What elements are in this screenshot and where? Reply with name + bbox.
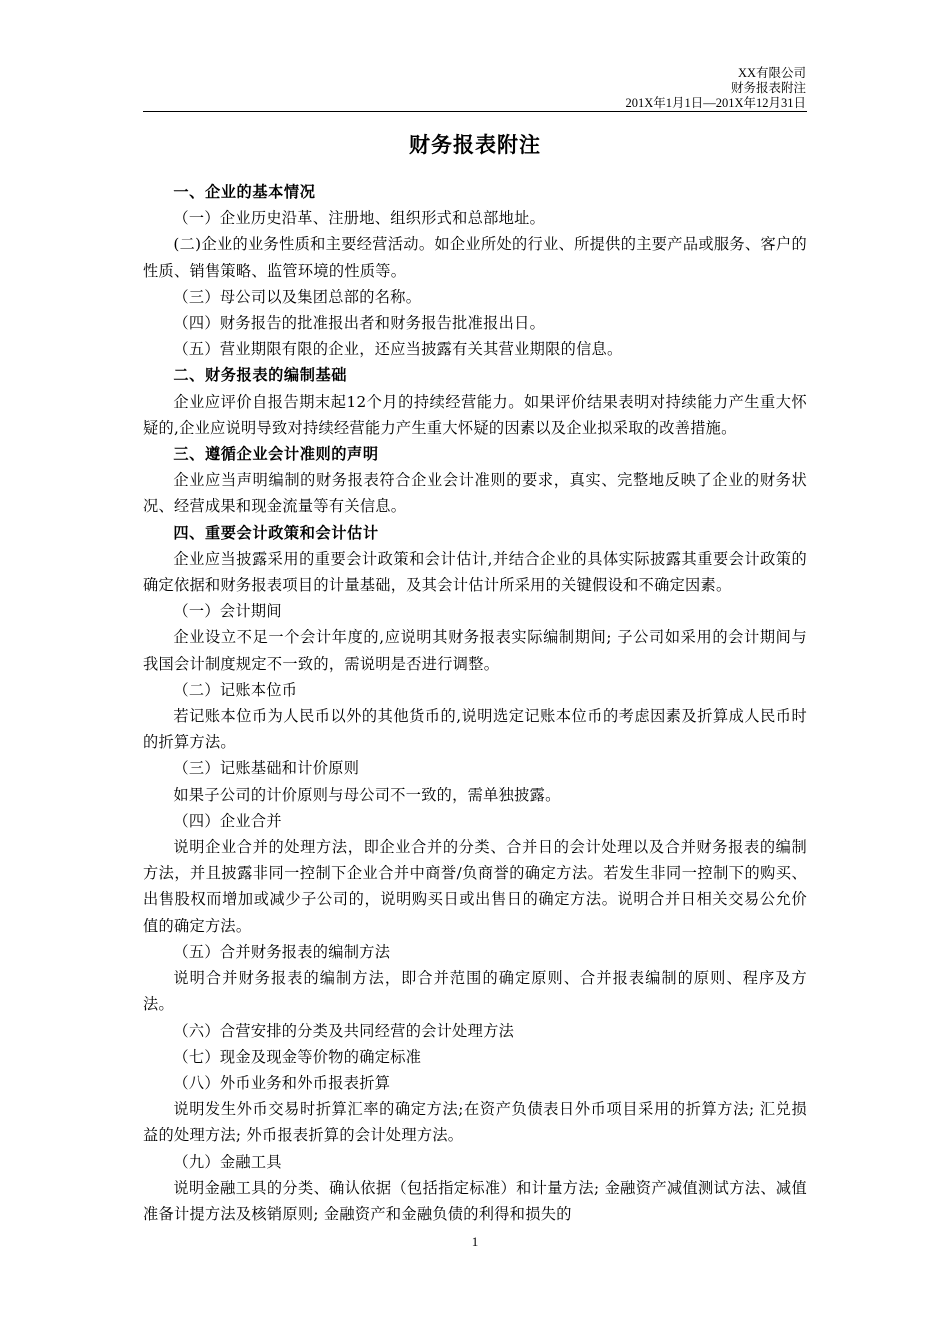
header-company: XX有限公司 xyxy=(737,66,806,80)
body-paragraph: （三）母公司以及集团总部的名称。 xyxy=(173,287,422,306)
body-paragraph: 说明合并财务报表的编制方法，即合并范围的确定原则、合并报表编制的原则、程序及方法。 xyxy=(143,969,807,1014)
header-doc-name: 财务报表附注 xyxy=(730,81,806,95)
body-paragraph: 企业应当声明编制的财务报表符合企业会计准则的要求，真实、完整地反映了企业的财务状况、经营成果和现金流量等有关信息。 xyxy=(143,471,807,516)
body-paragraph: 企业设立不足一个会计年度的,应说明其财务报表实际编制期间; 子公司如采用的会计期间与我国会计制度规定不一致的，需说明是否进行调整。 xyxy=(143,628,807,673)
body-paragraph: （三）记账基础和计价原则 xyxy=(173,759,360,778)
body-paragraph: （七）现金及现金等价物的确定标准 xyxy=(173,1047,422,1066)
document-body xyxy=(143,179,807,1227)
body-paragraph: (二)企业的业务性质和主要经营活动。如企业所处的行业、所提供的主要产品或服务、客户的性质、销售策略、监管环境的性质等。 xyxy=(143,235,807,280)
body-paragraph: 说明企业合并的处理方法，即企业合并的分类、合并日的会计处理以及合并财务报表的编制方法，并且披露非同一控制下企业合并中商誉/负商誉的确定方法。若发生非同一控制下的购买、出售股权而增加或减少子公司的，说明购买日或出售日的确定方法。说明合并日相关交易公允价值的确定方法。 xyxy=(143,838,807,935)
body-paragraph: 企业应评价自报告期末起12个月的持续经营能力。如果评价结果表明对持续能力产生重大怀疑的,企业应说明导致对持续经营能力产生重大怀疑的因素以及企业拟采取的改善措施。 xyxy=(143,392,807,437)
section-heading: 二、财务报表的编制基础 xyxy=(173,366,348,385)
header-rule xyxy=(143,111,807,112)
body-paragraph: （四）企业合并 xyxy=(173,811,282,830)
section-heading: 一、企业的基本情况 xyxy=(173,183,316,201)
header-period: 201X年1月1日—201X年12月31日 xyxy=(625,96,806,110)
page-header xyxy=(625,66,806,111)
body-paragraph: （八）外币业务和外币报表折算 xyxy=(173,1073,391,1092)
body-paragraph: 说明发生外币交易时折算汇率的确定方法;在资产负债表日外币项目采用的折算方法; 汇兑损益的处理方法; 外币报表折算的会计处理方法。 xyxy=(143,1100,807,1145)
body-paragraph: （四）财务报告的批准报出者和财务报告批准报出日。 xyxy=(173,314,546,333)
body-paragraph: （二）记账本位币 xyxy=(173,680,298,699)
body-paragraph: （六）合营安排的分类及共同经营的会计处理方法 xyxy=(173,1021,515,1040)
body-paragraph: （五）合并财务报表的编制方法 xyxy=(173,942,391,961)
body-paragraph: 若记账本位币为人民币以外的其他货币的,说明选定记账本位币的考虑因素及折算成人民币时的折算方法。 xyxy=(143,707,807,752)
page-number: 1 xyxy=(471,1234,479,1249)
page-title: 财务报表附注 xyxy=(409,133,541,157)
section-heading: 三、遵循企业会计准则的声明 xyxy=(173,445,379,464)
body-paragraph: 说明金融工具的分类、确认依据（包括指定标准）和计量方法; 金融资产减值测试方法、减值准备计提方法及核销原则; 金融资产和金融负债的利得和损失的 xyxy=(143,1178,807,1223)
body-paragraph: （九）金融工具 xyxy=(173,1152,282,1171)
body-paragraph: 企业应当披露采用的重要会计政策和会计估计,并结合企业的具体实际披露其重要会计政策的确定依据和财务报表项目的计量基础，及其会计估计所采用的关键假设和不确定因素。 xyxy=(143,549,807,595)
body-paragraph: （一）企业历史沿革、注册地、组织形式和总部地址。 xyxy=(173,209,546,228)
body-paragraph: （一）会计期间 xyxy=(173,602,282,621)
body-paragraph: （五）营业期限有限的企业，还应当披露有关其营业期限的信息。 xyxy=(173,340,623,359)
section-heading: 四、重要会计政策和会计估计 xyxy=(173,523,379,542)
body-paragraph: 如果子公司的计价原则与母公司不一致的，需单独披露。 xyxy=(173,785,561,804)
